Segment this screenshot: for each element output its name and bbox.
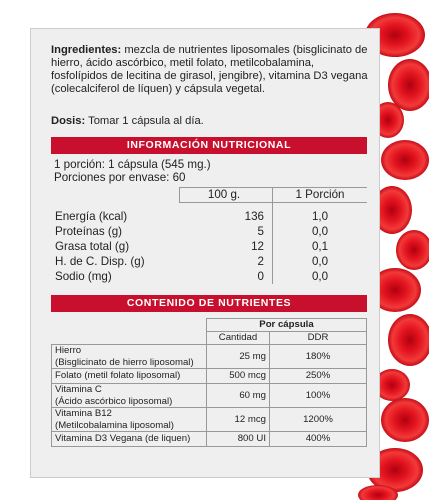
- content-amount: 25 mg: [207, 345, 270, 369]
- content-ddr: 100%: [270, 384, 367, 408]
- table-row: [51, 203, 367, 225]
- nutrition-table-header: [51, 188, 367, 203]
- header-per-portion: 1 Porción: [273, 188, 368, 203]
- header-amount: Cantidad: [207, 332, 270, 345]
- dosis-value: Tomar 1 cápsula al día.: [85, 115, 204, 127]
- content-amount: 800 UI: [207, 432, 270, 447]
- content-ddr: 400%: [270, 432, 367, 447]
- nutrition-table: [51, 187, 367, 284]
- table-row: [52, 369, 367, 384]
- header-blank: [51, 188, 180, 203]
- nutrient-name: Grasa total (g): [55, 240, 130, 253]
- servings-per-container: Porciones por envase: 60: [54, 171, 186, 184]
- content-ddr: 1200%: [270, 408, 367, 432]
- content-amount: 12 mcg: [207, 408, 270, 432]
- table-row: [52, 345, 367, 369]
- content-name-main: Vitamina C: [55, 384, 102, 395]
- content-name-main: Hierro: [55, 345, 82, 356]
- content-name-detail: (Bisglicinato de hierro liposomal): [55, 356, 194, 368]
- content-table-subheader: [52, 332, 367, 345]
- content-name: Folato (metil folato liposomal): [52, 369, 207, 384]
- content-amount: 60 mg: [207, 384, 270, 408]
- ingredients-label: Ingredientes:: [51, 44, 122, 56]
- blood-cell-icon: [388, 59, 429, 111]
- table-row: [51, 269, 367, 284]
- nutrient-per-100g: 2: [180, 254, 273, 269]
- nutrition-label-panel: [30, 28, 380, 478]
- content-name-detail: (Ácido ascórbico liposomal): [55, 395, 173, 407]
- dosis-text: [51, 115, 373, 128]
- portion-size: 1 porción: 1 cápsula (545 mg.): [54, 158, 211, 171]
- nutrient-per-100g: 0: [180, 269, 273, 284]
- content-name: [52, 408, 207, 432]
- nutrient-name: Sodio (mg): [55, 270, 112, 283]
- ingredients-text: [51, 44, 373, 96]
- table-row: [52, 408, 367, 432]
- nutrient-per-portion: 0,1: [311, 240, 329, 253]
- header-blank: [52, 332, 207, 345]
- nutrient-per-portion: 1,0: [311, 210, 329, 223]
- content-name: [52, 384, 207, 408]
- nutrient-per-100g: 136: [180, 203, 273, 225]
- blood-cell-icon: [381, 140, 429, 180]
- header-ddr: DDR: [270, 332, 367, 345]
- nutrient-name: Energía (kcal): [55, 209, 128, 223]
- nutrition-info-title: INFORMACIÓN NUTRICIONAL: [51, 137, 367, 154]
- table-row: [51, 239, 367, 254]
- content-amount: 500 mcg: [207, 369, 270, 384]
- table-row: [51, 224, 367, 239]
- content-ddr: 250%: [270, 369, 367, 384]
- nutrient-per-portion: 0,0: [311, 270, 329, 283]
- nutrient-per-100g: 5: [180, 224, 273, 239]
- content-name: [52, 345, 207, 369]
- nutrient-name: H. de C. Disp. (g): [55, 255, 145, 268]
- header-per-100g: 100 g.: [180, 188, 273, 203]
- dosis-label: Dosis:: [51, 115, 86, 127]
- nutrient-content-table: [51, 318, 367, 447]
- nutrient-name: Proteínas (g): [55, 225, 123, 238]
- content-table-header: [52, 319, 367, 332]
- nutrient-per-100g: 12: [180, 239, 273, 254]
- blood-cell-icon: [396, 230, 429, 270]
- header-per-capsule: Por cápsula: [207, 319, 367, 332]
- header-blank: [52, 319, 207, 332]
- ingredients-list: mezcla de nutrientes liposomales (bisglicinato de hierro, ácido ascórbico, metil folato, metilcobalamina, fosfolípidos de lecitina de girasol, jengibre), vitamina D3 vegana (colecalciferol de líquen) y cápsula vegetal.: [51, 44, 368, 95]
- content-name-main: Vitamina B12: [55, 408, 112, 419]
- table-row: [52, 384, 367, 408]
- nutrient-per-portion: 0,0: [311, 255, 329, 268]
- blood-cell-icon: [388, 314, 429, 366]
- content-ddr: 180%: [270, 345, 367, 369]
- table-row: [52, 432, 367, 447]
- content-name: Vitamina D3 Vegana (de liquen): [52, 432, 207, 447]
- nutrient-content-title: CONTENIDO DE NUTRIENTES: [51, 295, 367, 312]
- nutrient-per-portion: 0,0: [311, 225, 329, 238]
- content-name-detail: (Metilcobalamina liposomal): [55, 419, 174, 431]
- table-row: [51, 254, 367, 269]
- blood-cell-icon: [381, 398, 429, 442]
